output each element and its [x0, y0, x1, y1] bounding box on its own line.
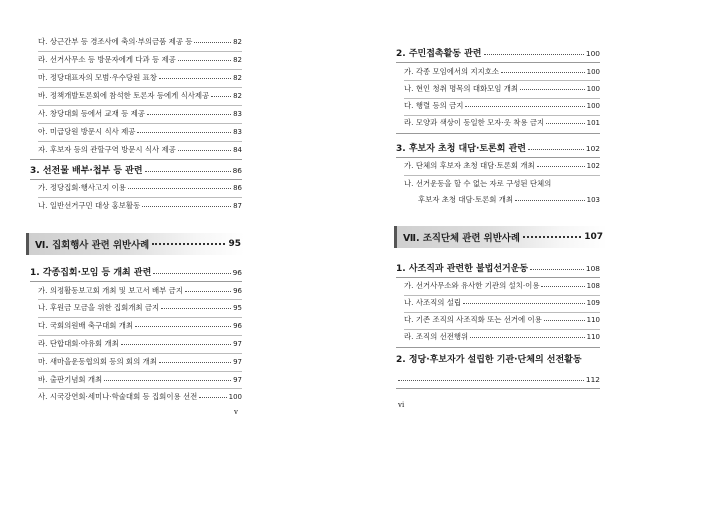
leader-dots [484, 53, 584, 55]
divider [404, 175, 600, 176]
leader-dots [159, 361, 231, 363]
toc-section[interactable] [396, 47, 600, 60]
toc-entry-title: 가. 정당집회·행사고지 이용 [38, 183, 126, 192]
toc-entry-page: 103 [586, 196, 600, 204]
toc-entry-title: 라. 조직의 선전행위 [404, 332, 469, 341]
toc-entry-title: 라. 선거사무소 등 방문자에게 다과 등 제공 [38, 55, 176, 64]
leader-dots [523, 236, 581, 238]
divider [38, 335, 242, 336]
divider [38, 105, 242, 106]
divider [38, 123, 242, 124]
toc-entry-page: 109 [586, 299, 600, 307]
toc-section-title: 2. 주민접촉활동 관련 [396, 49, 482, 59]
divider [38, 141, 242, 142]
toc-entry[interactable] [38, 54, 242, 65]
toc-entry-title: 바. 정책개발토론회에 참석한 토론자 등에게 식사제공 [38, 91, 210, 100]
leader-dots [104, 379, 231, 381]
toc-section[interactable] [396, 262, 600, 275]
toc-section[interactable] [396, 142, 600, 155]
toc-entry-page: 97 [233, 340, 242, 348]
toc-entry[interactable] [38, 374, 242, 385]
toc-entry-title: 나. 현인 청취 명목의 대화모임 개최 [404, 84, 519, 93]
toc-section[interactable] [30, 164, 242, 177]
leader-dots [211, 95, 231, 97]
toc-entry-title: 가. 단체의 후보자 초청 대담·토론회 개최 [404, 161, 535, 170]
toc-entry[interactable] [404, 280, 600, 291]
toc-entry-page: 102 [586, 162, 600, 170]
divider [38, 371, 242, 372]
toc-section-title: 1. 각종집회·모임 등 개최 관련 [30, 268, 152, 278]
chapter-heading[interactable] [394, 226, 607, 248]
divider [38, 317, 242, 318]
divider [396, 62, 600, 63]
toc-entry-page: 97 [233, 358, 242, 366]
divider [404, 329, 600, 330]
toc-entry[interactable] [38, 391, 242, 402]
toc-entry[interactable] [38, 285, 242, 296]
leader-dots [528, 148, 584, 150]
leader-dots [465, 105, 584, 107]
divider [404, 295, 600, 296]
divider [404, 98, 600, 99]
toc-entry-title: 마. 새마을운동협의회 등의 회의 개최 [38, 357, 157, 366]
toc-entry[interactable] [38, 36, 242, 47]
chapter-title: Ⅶ. 조직단체 관련 위반사례 [403, 233, 520, 244]
toc-entry-title: 나. 선거운동을 할 수 없는 자로 구성된 단체의 [404, 179, 552, 188]
toc-section-page: 100 [585, 49, 600, 58]
toc-entry-title: 다. 국회의원배 축구대회 개최 [38, 321, 134, 330]
leader-dots [152, 243, 225, 245]
divider [38, 87, 242, 88]
toc-entry-title: 가. 의정활동보고회 개최 및 보고서 배부 금지 [38, 286, 183, 295]
toc-entry[interactable] [404, 83, 600, 94]
toc-entry[interactable] [38, 126, 242, 137]
divider [38, 353, 242, 354]
toc-entry-title: 다. 상근간부 등 경조사에 축의·부의금품 제공 등 [38, 37, 193, 46]
toc-entry[interactable] [38, 320, 242, 331]
divider [38, 51, 242, 52]
toc-section-page: 112 [585, 375, 600, 384]
page-number: vi [398, 401, 405, 409]
leader-dots [128, 187, 231, 189]
leader-dots [153, 272, 230, 274]
leader-dots [544, 319, 585, 321]
toc-entry[interactable] [404, 314, 600, 325]
toc-entry-wrap[interactable] [404, 178, 600, 189]
leader-dots [530, 268, 584, 270]
leader-dots [121, 343, 231, 345]
chapter-title: Ⅵ. 집회행사 관련 위반사례 [35, 240, 150, 251]
leader-dots [178, 149, 231, 151]
leader-dots [185, 290, 231, 292]
toc-section-page: 102 [585, 144, 600, 153]
toc-entry[interactable] [38, 72, 242, 83]
toc-entry-page: 97 [233, 376, 242, 384]
toc-entry-title: 나. 후원금 모금을 위한 집회개최 금지 [38, 303, 160, 312]
toc-section-wrap[interactable] [396, 354, 600, 367]
toc-section-title: 3. 선전물 배부·첩부 등 관련 [30, 166, 143, 176]
toc-entry[interactable] [38, 108, 242, 119]
toc-entry-page: 110 [586, 316, 600, 324]
toc-entry-page: 108 [586, 282, 600, 290]
toc-section-page: 108 [585, 264, 600, 273]
toc-entry-page: 100 [228, 393, 242, 401]
divider [38, 69, 242, 70]
toc-entry-page: 83 [233, 128, 242, 136]
leader-dots [398, 379, 584, 381]
divider [396, 277, 600, 278]
divider [30, 179, 242, 180]
toc-entry-page: 96 [233, 322, 242, 330]
toc-section-page: 96 [232, 268, 242, 277]
chapter-page: 95 [228, 239, 241, 249]
toc-entry-page: 100 [586, 68, 600, 76]
leader-dots [145, 170, 231, 172]
divider [396, 133, 600, 134]
toc-section[interactable] [30, 266, 242, 279]
toc-entry-page: 84 [233, 146, 242, 154]
divider [404, 80, 600, 81]
page-number: v [234, 408, 238, 416]
toc-entry-page: 95 [233, 304, 242, 312]
leader-dots [501, 71, 585, 73]
leader-dots [541, 285, 584, 287]
toc-entry[interactable] [38, 182, 242, 193]
toc-entry-title: 마. 정당대표자의 모범·우수당원 표창 [38, 73, 157, 82]
leader-dots [161, 307, 231, 309]
toc-entry-page: 110 [586, 333, 600, 341]
toc-section-title: 2. 정당·후보자가 설립한 기관·단체의 선전활동 [396, 355, 582, 365]
toc-entry-title: 사. 창당대회 등에서 교재 등 제공 [38, 109, 145, 118]
toc-entry-title: 자. 후보자 등의 관할구역 방문시 식사 제공 [38, 145, 176, 154]
leader-dots [137, 131, 231, 133]
leader-dots [199, 396, 226, 398]
toc-entry-page: 100 [586, 102, 600, 110]
leader-dots [142, 205, 231, 207]
leader-dots [520, 88, 585, 90]
toc-entry-title: 다. 행렬 등의 금지 [404, 101, 464, 110]
leader-dots [135, 325, 231, 327]
toc-entry-page: 96 [233, 287, 242, 295]
divider [396, 388, 600, 389]
toc-entry[interactable] [404, 100, 600, 111]
toc-entry-page: 82 [233, 38, 242, 46]
toc-entry-title: 라. 단합대회·야유회 개최 [38, 339, 119, 348]
divider [38, 197, 242, 198]
toc-entry-title: 라. 모양과 색상이 동일한 모자·옷 착용 금지 [404, 118, 545, 127]
chapter-page: 107 [584, 232, 603, 242]
toc-entry[interactable] [38, 356, 242, 367]
leader-dots [546, 122, 584, 124]
toc-entry[interactable] [404, 117, 600, 128]
divider [404, 312, 600, 313]
toc-entry-page: 82 [233, 92, 242, 100]
toc-entry-title: 바. 출판기념회 개최 [38, 375, 103, 384]
toc-entry-page: 82 [233, 56, 242, 64]
toc-entry-page: 101 [586, 119, 600, 127]
leader-dots [147, 113, 231, 115]
toc-entry-title: 나. 일반선거구민 대상 홍보활동 [38, 201, 141, 210]
leader-dots [470, 336, 584, 338]
divider [404, 115, 600, 116]
toc-entry-title: 사. 시국강연회·세미나·학술대회 등 집회이용 선전 [38, 392, 198, 401]
toc-section-title: 1. 사조직과 관련한 불법선거운동 [396, 264, 529, 274]
toc-section[interactable] [396, 373, 600, 386]
toc-entry[interactable] [38, 90, 242, 101]
toc-entry[interactable] [38, 200, 242, 211]
toc-entry[interactable] [418, 194, 600, 205]
toc-entry-title: 나. 사조직의 설립 [404, 298, 462, 307]
toc-entry[interactable] [38, 302, 242, 313]
toc-entry-page: 87 [233, 202, 242, 210]
leader-dots [178, 59, 231, 61]
divider [38, 299, 242, 300]
divider [396, 157, 600, 158]
toc-section-title: 3. 후보자 초청 대담·토론회 관련 [396, 144, 526, 154]
toc-entry-title: 가. 각종 모임에서의 지지호소 [404, 67, 500, 76]
leader-dots [159, 77, 231, 79]
toc-entry[interactable] [404, 66, 600, 77]
toc-entry-page: 100 [586, 85, 600, 93]
toc-entry-page: 86 [233, 184, 242, 192]
toc-entry[interactable] [38, 338, 242, 349]
toc-entry-title: 다. 기존 조직의 사조직화 또는 선거에 이용 [404, 315, 542, 324]
toc-entry-page: 83 [233, 110, 242, 118]
divider [30, 159, 242, 160]
right-page [360, 0, 720, 509]
leader-dots [515, 199, 585, 201]
toc-entry[interactable] [404, 160, 600, 171]
leader-dots [537, 165, 585, 167]
chapter-heading[interactable] [26, 233, 245, 255]
divider [30, 281, 242, 282]
toc-entry[interactable] [38, 144, 242, 155]
leader-dots [194, 41, 231, 43]
toc-section-page: 86 [232, 166, 242, 175]
divider [38, 388, 242, 389]
toc-entry-title: 후보자 초청 대담·토론회 개최 [418, 195, 514, 204]
divider [396, 347, 600, 348]
toc-entry-title: 아. 미급당원 방문시 식사 제공 [38, 127, 136, 136]
toc-entry[interactable] [404, 297, 600, 308]
toc-entry-title: 가. 선거사무소와 유사한 기관의 설치·이용 [404, 281, 540, 290]
toc-entry-page: 82 [233, 74, 242, 82]
toc-entry[interactable] [404, 331, 600, 342]
leader-dots [463, 302, 585, 304]
